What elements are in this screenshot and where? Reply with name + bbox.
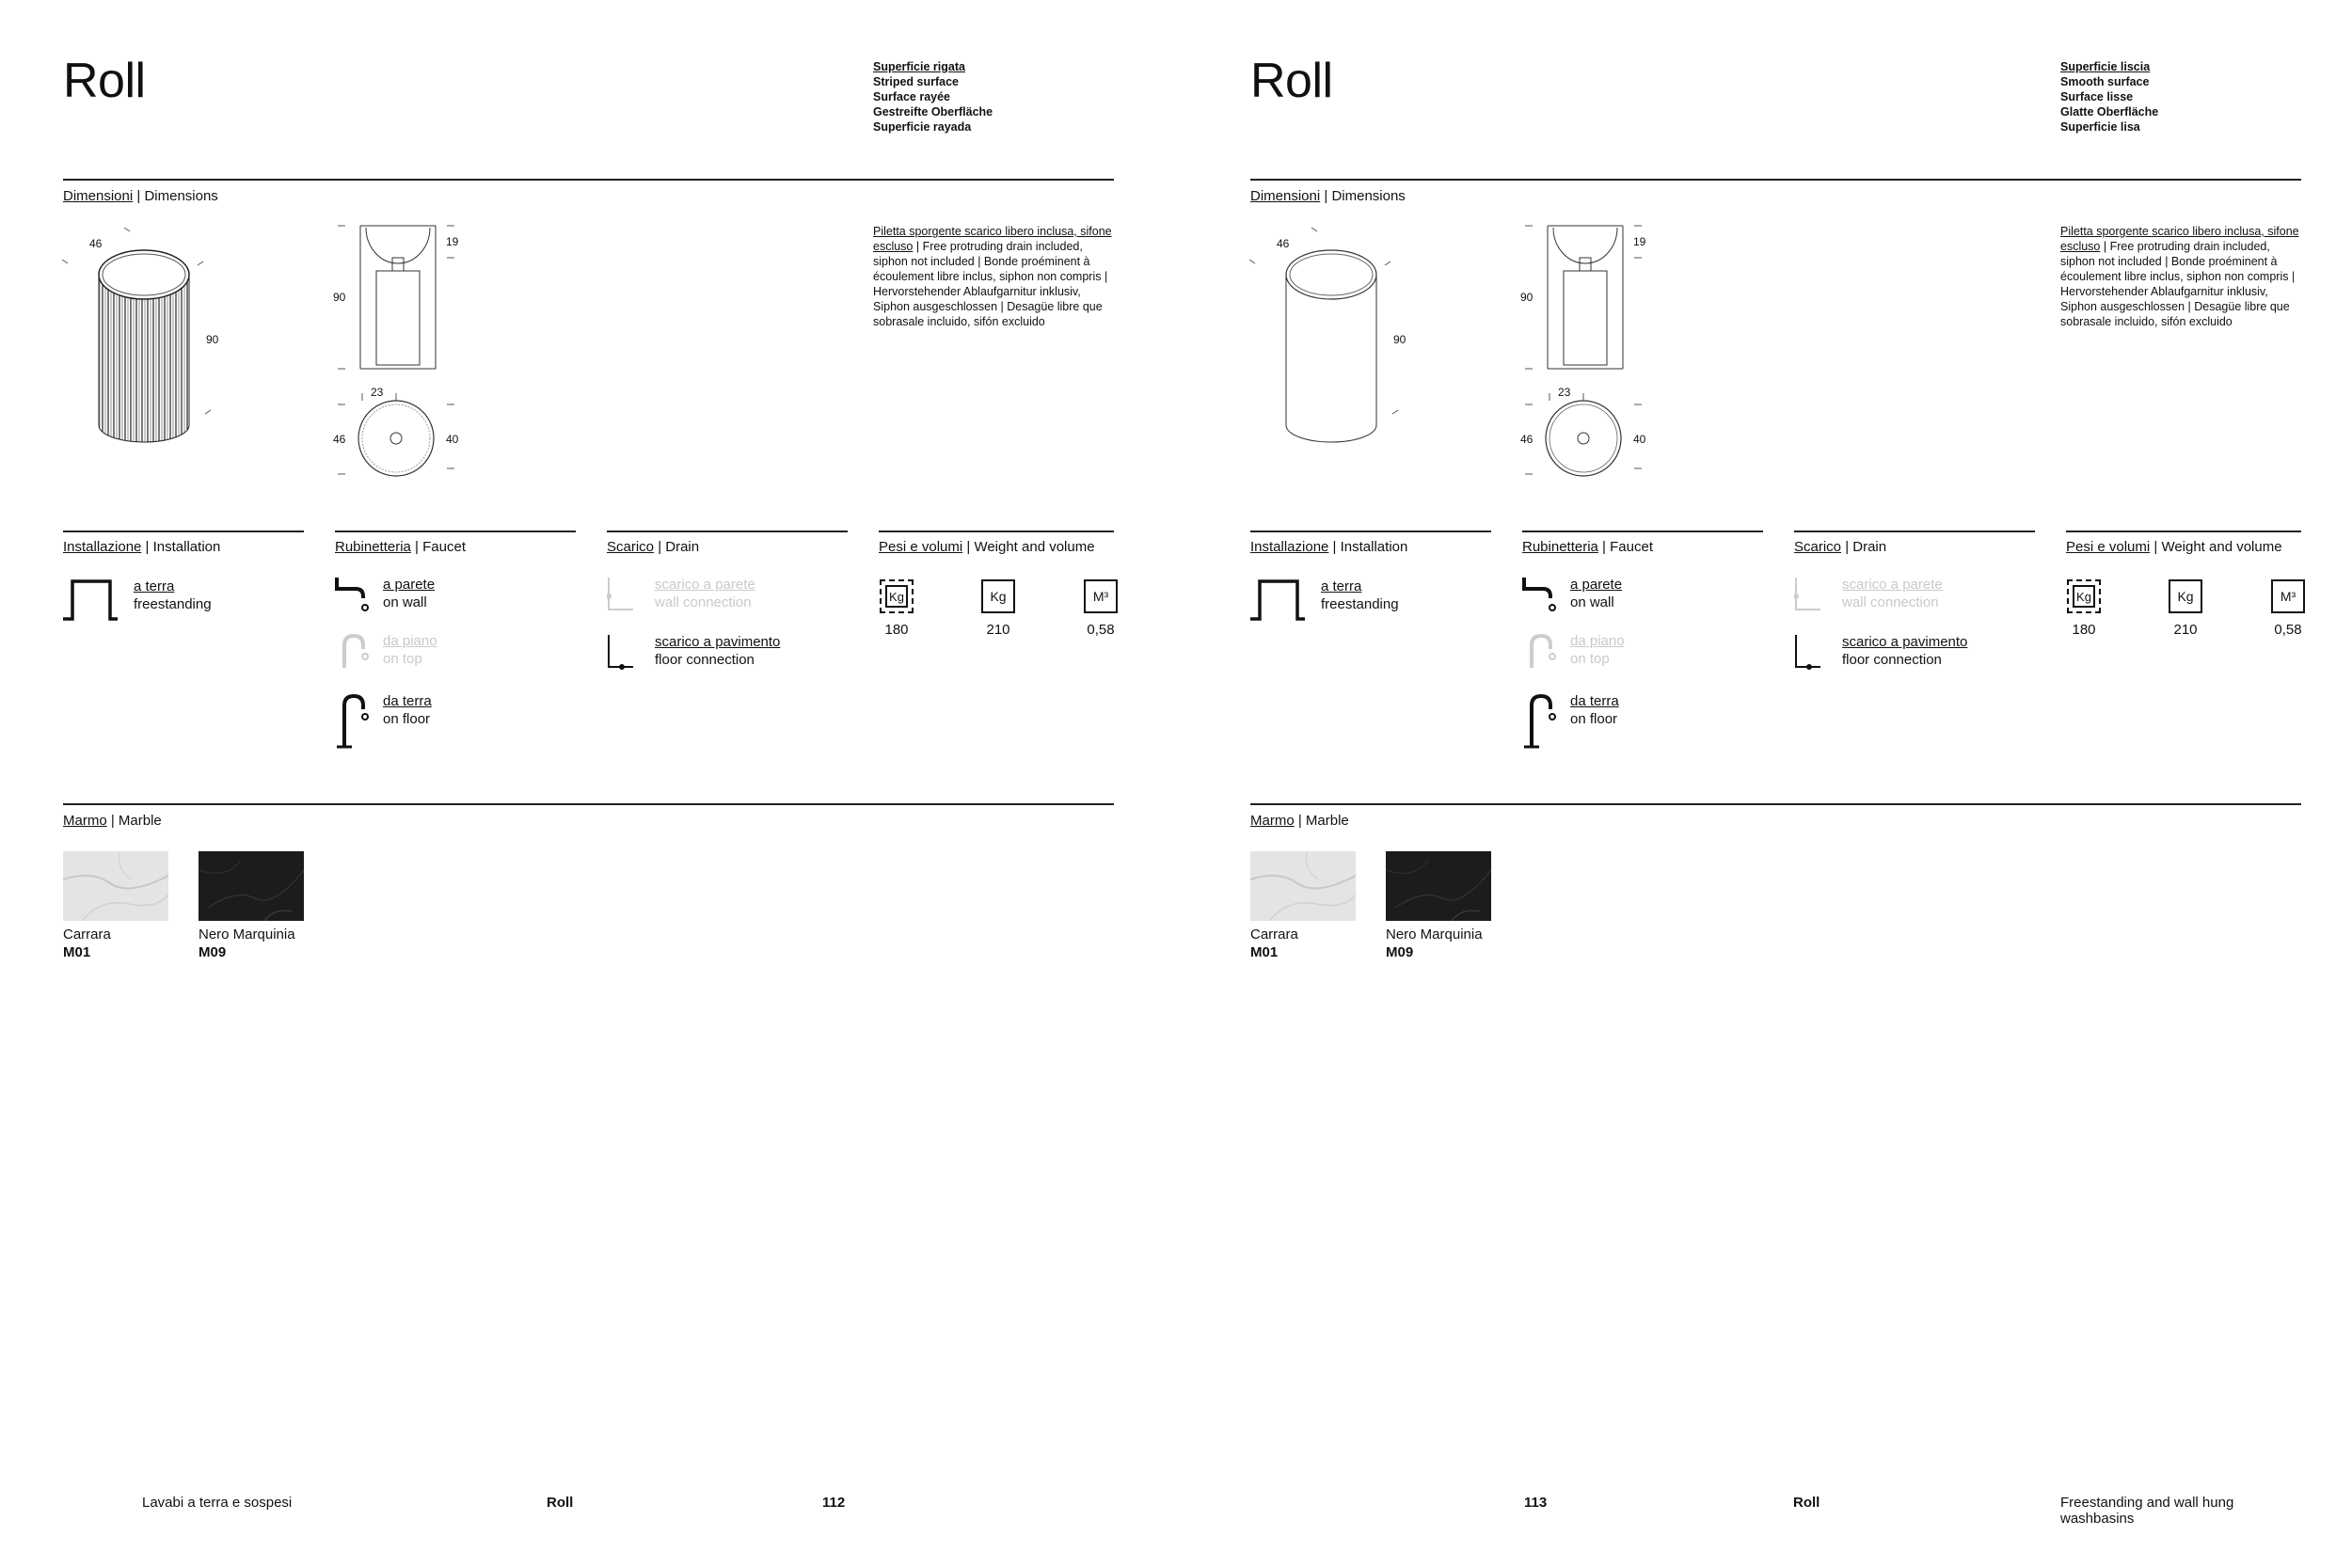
- dimensions-heading: Dimensioni | Dimensions: [63, 188, 218, 204]
- drain-note-it: Piletta sporgente scarico libero inclusa, sifone escluso: [2060, 225, 2299, 253]
- floor-drain-icon: [1794, 633, 1822, 671]
- surface-line-it: Superficie liscia: [2060, 60, 2151, 73]
- page-right: [1187, 0, 2352, 1568]
- divider: [63, 531, 304, 532]
- wall-drain-icon: [1794, 576, 1822, 613]
- drain-note: [2060, 224, 2301, 329]
- volume-icon: M³: [1084, 579, 1118, 613]
- label-en: on floor: [383, 711, 431, 727]
- divider: [1522, 531, 1763, 532]
- dim-side-top: 19: [446, 235, 459, 248]
- top-faucet-icon: [339, 632, 376, 670]
- heading-en: Marble: [118, 813, 162, 829]
- drain-heading: Scarico | Drain: [1794, 539, 1887, 555]
- dim-plan-offset: 23: [371, 386, 384, 399]
- surface-line-fr: Surface lisse: [2060, 90, 2134, 103]
- label-en: on top: [383, 651, 422, 667]
- label-en: on top: [1570, 651, 1610, 667]
- weight-heading: Pesi e volumi | Weight and volume: [879, 539, 1095, 555]
- dim-iso-diameter: 46: [1277, 237, 1290, 250]
- heading-en: Faucet: [422, 539, 466, 555]
- volume-value: 0,58: [1087, 622, 1115, 638]
- divider: [1250, 531, 1491, 532]
- label-it: da terra: [1570, 693, 1619, 709]
- label-en: floor connection: [655, 652, 755, 668]
- drain-note-translations: | Free protruding drain included, siphon not included | Bonde proéminent à écoulement libre inclus, siphon non compris | Hervorstehender Ablaufgarnitur inklusiv, Siphon ausgeschlossen | Desagüe libre que sobrasale incluido, sifón excluido: [873, 240, 1108, 328]
- heading-it: Marmo: [1250, 813, 1295, 829]
- divider: [63, 803, 1114, 805]
- installation-heading: Installazione | Installation: [63, 539, 221, 555]
- footer-section: Lavabi a terra e sospesi: [142, 1495, 293, 1511]
- label-it: a terra: [134, 578, 175, 594]
- surface-line-de: Gestreifte Oberfläche: [873, 105, 993, 119]
- divider: [1794, 531, 2035, 532]
- dim-side-height: 90: [333, 291, 346, 304]
- drain-floor: [655, 633, 780, 669]
- gross-weight-value: 210: [2173, 622, 2198, 638]
- faucet-top: [1570, 632, 1625, 668]
- divider: [1250, 803, 2301, 805]
- dim-side-height: 90: [1520, 291, 1534, 304]
- surface-line-en: Smooth surface: [2060, 75, 2150, 88]
- heading-en: Drain: [1852, 539, 1887, 555]
- heading-it: Scarico: [1794, 539, 1842, 555]
- faucet-heading: Rubinetteria | Faucet: [1522, 539, 1653, 555]
- footer-section: Freestanding and wall hung washbasins: [2060, 1495, 2234, 1527]
- installation-heading: Installazione | Installation: [1250, 539, 1408, 555]
- floor-faucet-icon: [335, 692, 373, 749]
- wall-drain-icon: [607, 576, 635, 613]
- heading-en: Dimensions: [1331, 188, 1406, 204]
- faucet-heading: Rubinetteria | Faucet: [335, 539, 466, 555]
- wall-faucet-icon: [335, 576, 373, 613]
- dim-plan-inner: 40: [1633, 433, 1646, 446]
- heading-it: Installazione: [1250, 539, 1329, 555]
- dimensions-heading: Dimensioni | Dimensions: [1250, 188, 1406, 204]
- surface-line-fr: Surface rayée: [873, 90, 951, 103]
- page-number: 113: [1524, 1495, 1548, 1511]
- label-en: on wall: [383, 594, 427, 610]
- dim-plan-diameter: 46: [333, 433, 346, 446]
- divider: [63, 179, 1114, 181]
- surface-line-de: Glatte Oberfläche: [2060, 105, 2159, 119]
- divider: [2066, 531, 2301, 532]
- heading-en: Installation: [152, 539, 221, 555]
- label-it: a parete: [383, 577, 436, 593]
- net-weight-unit: Kg: [885, 585, 908, 608]
- drain-wall: [655, 576, 755, 611]
- label-en: wall connection: [1842, 594, 1939, 610]
- gross-weight-icon: Kg: [981, 579, 1015, 613]
- label-en: on floor: [1570, 711, 1618, 727]
- marble-heading: Marmo | Marble: [63, 813, 162, 829]
- gross-weight-icon: Kg: [2169, 579, 2202, 613]
- label-en: freestanding: [1321, 596, 1399, 612]
- faucet-top: [383, 632, 437, 668]
- surface-line-en: Striped surface: [873, 75, 960, 88]
- footer-product: Roll: [1793, 1495, 1820, 1511]
- heading-en: Dimensions: [144, 188, 218, 204]
- label-it: da piano: [383, 633, 437, 649]
- surface-line-es: Superficie rayada: [873, 120, 972, 134]
- net-weight-value: 180: [2072, 622, 2096, 638]
- label-en: on wall: [1570, 594, 1614, 610]
- label-it: da piano: [1570, 633, 1625, 649]
- floor-faucet-icon: [1522, 692, 1560, 749]
- heading-it: Installazione: [63, 539, 142, 555]
- faucet-floor: [383, 692, 432, 728]
- footer-product: Roll: [547, 1495, 574, 1511]
- isometric-drawing: [1244, 218, 1413, 463]
- volume-icon: M³: [2271, 579, 2305, 613]
- wall-faucet-icon: [1522, 576, 1560, 613]
- heading-it: Pesi e volumi: [879, 539, 963, 555]
- marble-code: M09: [1386, 944, 1414, 960]
- freestanding-icon: [1250, 578, 1307, 621]
- label-it: da terra: [383, 693, 432, 709]
- marble-name: Nero Marquinia: [199, 927, 295, 942]
- label-it: scarico a parete: [655, 577, 755, 593]
- drain-heading: Scarico | Drain: [607, 539, 700, 555]
- divider: [879, 531, 1114, 532]
- product-title: Roll: [63, 54, 146, 108]
- floor-drain-icon: [607, 633, 635, 671]
- drain-wall: [1842, 576, 1943, 611]
- product-title: Roll: [1250, 54, 1333, 108]
- marble-name: Carrara: [1250, 927, 1298, 942]
- net-weight-unit: Kg: [2073, 585, 2095, 608]
- dim-plan-inner: 40: [446, 433, 459, 446]
- heading-en: Weight and volume: [974, 539, 1095, 555]
- dim-plan-offset: 23: [1558, 386, 1571, 399]
- dim-iso-diameter: 46: [89, 237, 103, 250]
- heading-en: Faucet: [1610, 539, 1653, 555]
- drain-note-it: Piletta sporgente scarico libero inclusa, sifone escluso: [873, 225, 1112, 253]
- weight-heading: Pesi e volumi | Weight and volume: [2066, 539, 2282, 555]
- heading-it: Marmo: [63, 813, 107, 829]
- dim-iso-height: 90: [206, 333, 219, 346]
- label-it: a parete: [1570, 577, 1623, 593]
- surface-description: [873, 59, 993, 135]
- drain-floor: [1842, 633, 1967, 669]
- carrara-swatch[interactable]: [63, 851, 168, 921]
- label-en: floor connection: [1842, 652, 1942, 668]
- page-number: 112: [822, 1495, 846, 1511]
- installation-freestanding: [134, 578, 212, 613]
- heading-it: Dimensioni: [1250, 188, 1321, 204]
- label-it: a terra: [1321, 578, 1362, 594]
- heading-it: Dimensioni: [63, 188, 134, 204]
- drain-note: [873, 224, 1114, 329]
- marble-name: Carrara: [63, 927, 111, 942]
- heading-en: Installation: [1340, 539, 1408, 555]
- installation-freestanding: [1321, 578, 1399, 613]
- top-faucet-icon: [1526, 632, 1564, 670]
- marble-heading: Marmo | Marble: [1250, 813, 1349, 829]
- divider: [335, 531, 576, 532]
- nero-marquinia-swatch[interactable]: [199, 851, 304, 921]
- dim-plan-diameter: 46: [1520, 433, 1534, 446]
- label-en: wall connection: [655, 594, 752, 610]
- net-weight-icon: [2067, 579, 2101, 613]
- volume-value: 0,58: [2274, 622, 2302, 638]
- heading-it: Rubinetteria: [335, 539, 411, 555]
- marble-code: M09: [199, 944, 227, 960]
- heading-it: Pesi e volumi: [2066, 539, 2151, 555]
- carrara-swatch[interactable]: [1250, 851, 1356, 921]
- surface-line-it: Superficie rigata: [873, 60, 965, 73]
- faucet-wall: [383, 576, 435, 611]
- heading-en: Weight and volume: [2161, 539, 2282, 555]
- marble-name: Nero Marquinia: [1386, 927, 1483, 942]
- label-en: freestanding: [134, 596, 212, 612]
- freestanding-icon: [63, 578, 119, 621]
- heading-en: Drain: [665, 539, 700, 555]
- faucet-floor: [1570, 692, 1619, 728]
- divider: [607, 531, 848, 532]
- faucet-wall: [1570, 576, 1622, 611]
- marble-code: M01: [63, 944, 91, 960]
- gross-weight-value: 210: [986, 622, 1010, 638]
- divider: [1250, 179, 2301, 181]
- isometric-drawing: [56, 218, 226, 463]
- dim-iso-height: 90: [1393, 333, 1406, 346]
- drain-note-translations: | Free protruding drain included, siphon not included | Bonde proéminent à écoulement libre inclus, siphon non compris | Hervorstehender Ablaufgarnitur inklusiv, Siphon ausgeschlossen | Desagüe libre que sobrasale incluido, sifón excluido: [2060, 240, 2296, 328]
- heading-it: Rubinetteria: [1522, 539, 1598, 555]
- label-it: scarico a parete: [1842, 577, 1943, 593]
- dim-side-top: 19: [1633, 235, 1646, 248]
- heading-it: Scarico: [607, 539, 655, 555]
- surface-description: [2060, 59, 2158, 135]
- net-weight-value: 180: [884, 622, 909, 638]
- net-weight-icon: [880, 579, 914, 613]
- heading-en: Marble: [1305, 813, 1349, 829]
- marble-code: M01: [1250, 944, 1279, 960]
- label-it: scarico a pavimento: [655, 634, 781, 650]
- label-it: scarico a pavimento: [1842, 634, 1968, 650]
- nero-marquinia-swatch[interactable]: [1386, 851, 1491, 921]
- surface-line-es: Superficie lisa: [2060, 120, 2140, 134]
